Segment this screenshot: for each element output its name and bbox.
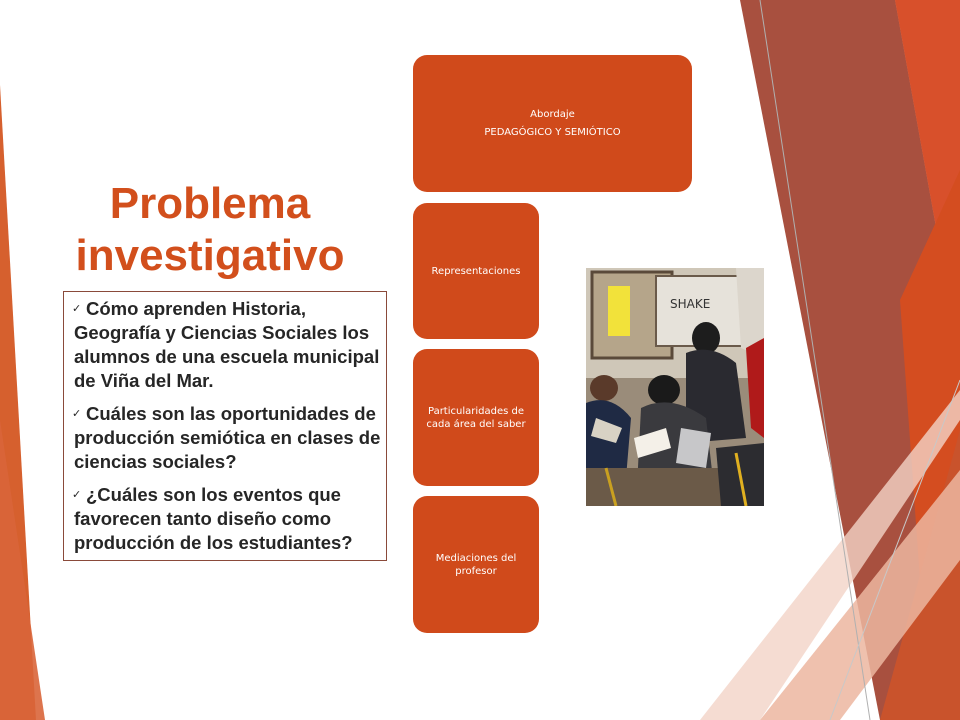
checkmark-icon: ✓ (72, 408, 82, 420)
checkmark-icon: ✓ (72, 489, 82, 501)
diagram-box-title: Abordaje (530, 109, 575, 120)
diagram-box-mediaciones (413, 496, 539, 633)
bullet-item (74, 483, 384, 555)
diagram-box-abordaje (413, 55, 692, 192)
diagram-box-representaciones (413, 203, 539, 339)
bullet-text: ¿Cuáles son los eventos que favorecen tanto diseño como producción de los estudiantes? (74, 484, 353, 553)
diagram-box-label: Particularidades de cada área del saber (426, 405, 526, 430)
classroom-photo-image (586, 268, 764, 506)
slide-title (40, 178, 380, 282)
diagram-box-label: Mediaciones del profesor (435, 552, 517, 577)
title-line-1: Problema (109, 179, 311, 228)
svg-text:SHAKE: SHAKE (670, 297, 711, 311)
bullet-text: Cuáles son las oportunidades de producción semiótica en clases de ciencias sociales? (74, 403, 381, 472)
title-line-2: investigativo (75, 231, 345, 280)
bullet-item (74, 297, 384, 393)
bullet-list (74, 297, 384, 564)
diagram-box-particularidades (413, 349, 539, 486)
diagram-box-label: Representaciones (431, 265, 521, 277)
bullet-text: Cómo aprenden Historia, Geografía y Ciencias Sociales los alumnos de una escuela municipal de Viña del Mar. (74, 298, 380, 391)
bullet-item (74, 402, 384, 474)
checkmark-icon: ✓ (72, 303, 82, 315)
left-wedge-overlay (0, 420, 45, 720)
classroom-photo (586, 268, 764, 506)
diagram-box-subtitle: PEDAGÓGICO Y SEMIÓTICO (484, 127, 621, 138)
